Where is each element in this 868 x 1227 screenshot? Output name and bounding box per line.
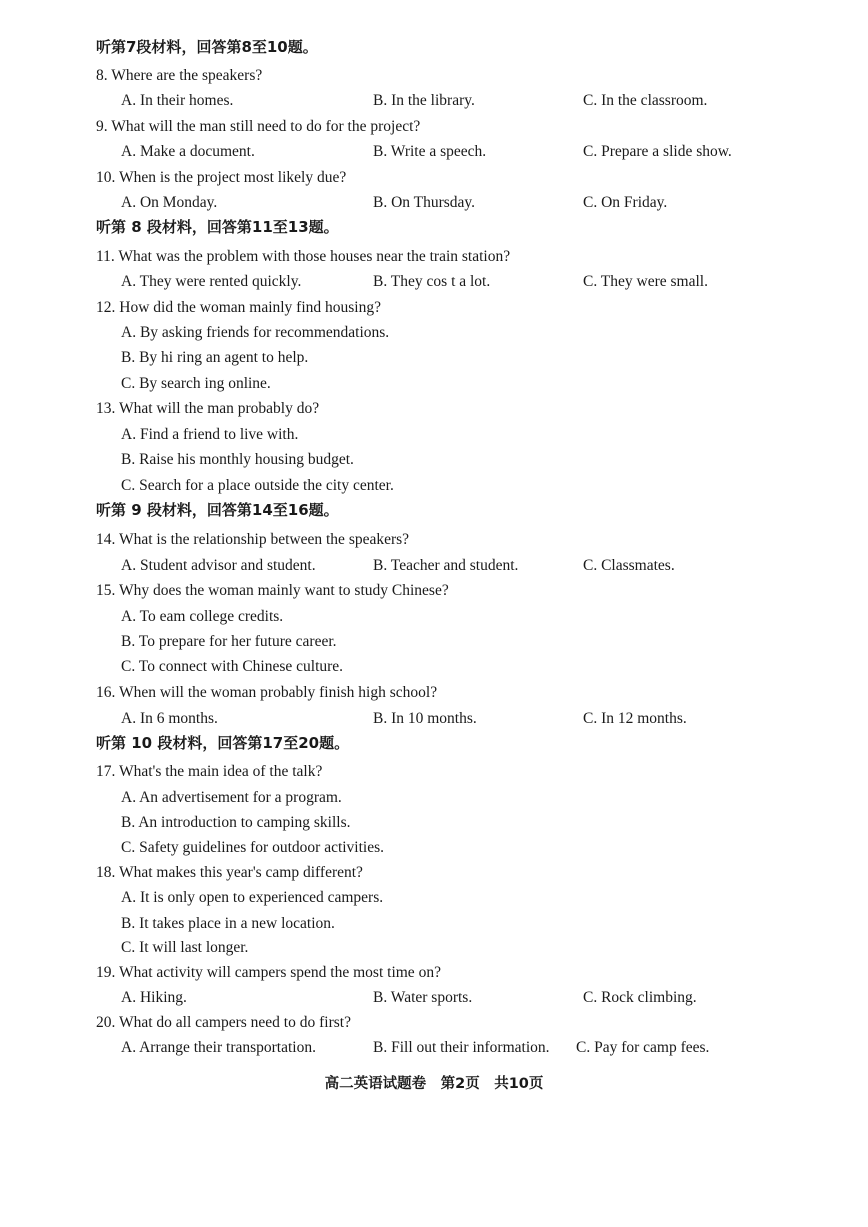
- question-16: [0, 680, 868, 705]
- question-text: 12. How did the woman mainly find housing?: [96, 299, 381, 316]
- question-19: [0, 960, 868, 985]
- question-text: 10. When is the project most likely due?: [96, 169, 347, 186]
- question-11: [0, 244, 868, 269]
- option-17c: [0, 835, 868, 860]
- option-b: B. Write a speech.: [373, 143, 487, 160]
- question-text: 15. Why does the woman mainly want to study Chinese?: [96, 582, 449, 599]
- option-17a: [0, 785, 868, 810]
- question-14: [0, 527, 868, 552]
- option-c: C. In 12 months.: [583, 710, 687, 727]
- option-b: B. An introduction to camping skills.: [121, 814, 351, 831]
- option-18a: [0, 885, 868, 910]
- option-a: A. They were rented quickly.: [121, 273, 302, 290]
- option-12c: [0, 371, 868, 396]
- question-18: [0, 860, 868, 885]
- option-a: A. It is only open to experienced campers.: [121, 889, 384, 906]
- options-8: [0, 88, 868, 113]
- page-footer: 高二英语试题卷 第2页 共10页: [324, 1076, 544, 1092]
- question-text: 18. What makes this year's camp different?: [96, 864, 363, 881]
- option-b: B. Fill out their information.: [373, 1039, 550, 1056]
- section-heading: 听第 9 段材料，回答第14至16题。: [96, 501, 339, 519]
- option-c: C. On Friday.: [583, 194, 668, 211]
- section-heading: 听第 8 段材料，回答第11至13题。: [96, 218, 339, 236]
- option-c: C. Pay for camp fees.: [576, 1039, 710, 1056]
- option-18c: [0, 935, 868, 960]
- option-a: A. Find a friend to live with.: [121, 426, 299, 443]
- question-text: 11. What was the problem with those houses near the train station?: [96, 248, 511, 265]
- option-b: B. In the library.: [373, 92, 475, 109]
- option-a: A. Hiking.: [121, 989, 187, 1006]
- option-13b: [0, 447, 868, 472]
- option-a: A. In their homes.: [121, 92, 234, 109]
- section-heading: 听第 10 段材料，回答第17至20题。: [96, 734, 350, 752]
- question-20: [0, 1010, 868, 1035]
- option-13a: [0, 422, 868, 447]
- option-b: B. They cos t a lot.: [373, 273, 491, 290]
- option-c: C. Prepare a slide show.: [583, 143, 732, 160]
- option-18b: [0, 911, 868, 936]
- option-15b: [0, 629, 868, 654]
- option-b: B. By hi ring an agent to help.: [121, 349, 309, 366]
- question-17: [0, 759, 868, 784]
- options-19: [0, 985, 868, 1010]
- option-b: B. In 10 months.: [373, 710, 477, 727]
- question-text: 8. Where are the speakers?: [96, 67, 263, 84]
- question-15: [0, 578, 868, 603]
- option-a: A. Make a document.: [121, 143, 255, 160]
- option-b: B. It takes place in a new location.: [121, 915, 335, 932]
- question-12: [0, 295, 868, 320]
- option-a: A. On Monday.: [121, 194, 218, 211]
- option-13c: [0, 473, 868, 498]
- option-c: C. To connect with Chinese culture.: [121, 658, 344, 675]
- option-c: C. Search for a place outside the city center.: [121, 477, 394, 494]
- option-c: C. They were small.: [583, 273, 708, 290]
- options-9: [0, 139, 868, 164]
- option-a: A. Student advisor and student.: [121, 557, 316, 574]
- option-c: C. Safety guidelines for outdoor activities.: [121, 839, 385, 856]
- option-a: A. Arrange their transportation.: [121, 1039, 316, 1056]
- question-8: [0, 63, 868, 88]
- question-13: [0, 396, 868, 421]
- option-15a: [0, 604, 868, 629]
- option-12b: [0, 345, 868, 370]
- option-b: B. Teacher and student.: [373, 557, 519, 574]
- question-text: 9. What will the man still need to do for the project?: [96, 118, 421, 135]
- options-11: [0, 269, 868, 294]
- option-12a: [0, 320, 868, 345]
- options-20: [0, 1035, 868, 1060]
- question-text: 20. What do all campers need to do first?: [96, 1014, 351, 1031]
- option-b: B. To prepare for her future career.: [121, 633, 337, 650]
- option-b: B. Raise his monthly housing budget.: [121, 451, 354, 468]
- option-b: B. On Thursday.: [373, 194, 476, 211]
- option-a: A. In 6 months.: [121, 710, 218, 727]
- option-a: A. An advertisement for a program.: [121, 789, 342, 806]
- option-c: C. It will last longer.: [121, 939, 249, 956]
- option-15c: [0, 654, 868, 679]
- option-c: C. By search ing online.: [121, 375, 271, 392]
- option-c: C. In the classroom.: [583, 92, 708, 109]
- question-10: [0, 165, 868, 190]
- question-9: [0, 114, 868, 139]
- question-text: 14. What is the relationship between the speakers?: [96, 531, 410, 548]
- options-14: [0, 553, 868, 578]
- options-10: [0, 190, 868, 215]
- options-16: [0, 706, 868, 731]
- option-c: C. Classmates.: [583, 557, 675, 574]
- section-heading: 听第7段材料，回答第8至10题。: [96, 38, 318, 56]
- option-b: B. Water sports.: [373, 989, 473, 1006]
- option-a: A. To eam college credits.: [121, 608, 284, 625]
- option-a: A. By asking friends for recommendations.: [121, 324, 390, 341]
- question-text: 13. What will the man probably do?: [96, 400, 320, 417]
- question-text: 19. What activity will campers spend the most time on?: [96, 964, 441, 981]
- option-17b: [0, 810, 868, 835]
- question-text: 16. When will the woman probably finish high school?: [96, 684, 438, 701]
- question-text: 17. What's the main idea of the talk?: [96, 763, 323, 780]
- option-c: C. Rock climbing.: [583, 989, 697, 1006]
